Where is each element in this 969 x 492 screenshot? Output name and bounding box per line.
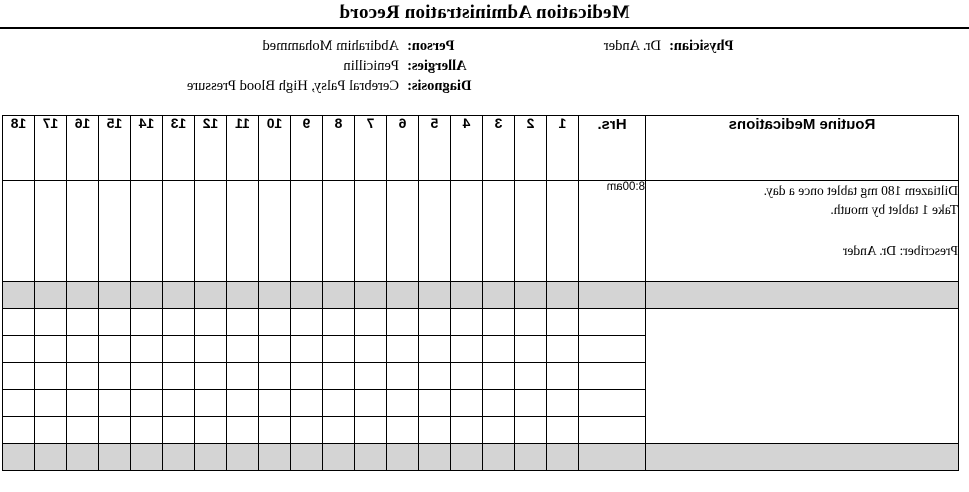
day-cell-1[interactable] bbox=[547, 390, 579, 417]
day-cell-10[interactable] bbox=[259, 181, 291, 282]
day-cell-18[interactable] bbox=[3, 309, 35, 336]
column-header-hours: Hrs. bbox=[579, 116, 646, 181]
day-cell-17[interactable] bbox=[35, 336, 67, 363]
day-cell-4[interactable] bbox=[451, 390, 483, 417]
day-cell-2[interactable] bbox=[515, 336, 547, 363]
day-cell-3[interactable] bbox=[483, 417, 515, 444]
day-cell-1[interactable] bbox=[547, 444, 579, 471]
medication-line-1: Diltiazem 180 mg tablet once a day. bbox=[763, 183, 958, 198]
column-header-day-9 bbox=[291, 116, 323, 181]
column-header-day-12 bbox=[195, 116, 227, 181]
day-cell-16[interactable] bbox=[67, 417, 99, 444]
column-header-day-17 bbox=[35, 116, 67, 181]
column-header-day-11 bbox=[227, 116, 259, 181]
day-cell-5[interactable] bbox=[419, 282, 451, 309]
column-header-day-6 bbox=[387, 116, 419, 181]
day-cell-9[interactable] bbox=[291, 181, 323, 282]
day-cell-3[interactable] bbox=[483, 390, 515, 417]
day-digit: 18 bbox=[10, 115, 27, 131]
day-cell-18[interactable] bbox=[3, 444, 35, 471]
day-cell-14[interactable] bbox=[131, 181, 163, 282]
day-cell-12[interactable] bbox=[195, 309, 227, 336]
day-cell-7[interactable] bbox=[355, 390, 387, 417]
hours-cell[interactable] bbox=[579, 282, 646, 309]
day-cell-9[interactable] bbox=[291, 390, 323, 417]
day-cell-3[interactable] bbox=[483, 309, 515, 336]
table-header-row bbox=[3, 116, 959, 181]
day-cell-8[interactable] bbox=[323, 336, 355, 363]
day-cell-11[interactable] bbox=[227, 417, 259, 444]
day-cell-2[interactable] bbox=[515, 181, 547, 282]
person-field bbox=[19, 36, 499, 56]
column-header-day-15 bbox=[99, 116, 131, 181]
day-cell-5[interactable] bbox=[419, 336, 451, 363]
day-digit: 14 bbox=[138, 115, 155, 131]
day-cell-7[interactable] bbox=[355, 444, 387, 471]
day-cell-9[interactable] bbox=[291, 417, 323, 444]
day-digit: 4 bbox=[462, 115, 471, 131]
day-cell-15[interactable] bbox=[99, 390, 131, 417]
day-cell-15[interactable] bbox=[99, 444, 131, 471]
table-body bbox=[3, 181, 959, 471]
day-digit: 16 bbox=[74, 115, 91, 131]
day-digit: 12 bbox=[202, 115, 219, 131]
day-cell-11[interactable] bbox=[227, 309, 259, 336]
day-cell-9[interactable] bbox=[291, 336, 323, 363]
column-header-day-18 bbox=[3, 116, 35, 181]
allergies-field bbox=[19, 56, 499, 76]
day-digit: 1 bbox=[558, 115, 567, 131]
day-cell-2[interactable] bbox=[515, 309, 547, 336]
diagnosis-field bbox=[19, 76, 499, 96]
column-header-day-3 bbox=[483, 116, 515, 181]
allergies-label: Allergies: bbox=[407, 58, 467, 74]
medication-cell[interactable] bbox=[646, 444, 959, 471]
day-cell-13[interactable] bbox=[163, 363, 195, 390]
day-cell-17[interactable] bbox=[35, 309, 67, 336]
day-cell-8[interactable] bbox=[323, 282, 355, 309]
day-cell-18[interactable] bbox=[3, 390, 35, 417]
day-cell-3[interactable] bbox=[483, 444, 515, 471]
day-cell-17[interactable] bbox=[35, 390, 67, 417]
day-cell-6[interactable] bbox=[387, 282, 419, 309]
day-cell-4[interactable] bbox=[451, 282, 483, 309]
day-cell-3[interactable] bbox=[483, 282, 515, 309]
hours-cell[interactable] bbox=[579, 309, 646, 336]
day-cell-5[interactable] bbox=[419, 181, 451, 282]
day-cell-12[interactable] bbox=[195, 181, 227, 282]
prescriber-line: Prescriber: Dr. Ander bbox=[842, 243, 958, 258]
day-cell-6[interactable] bbox=[387, 390, 419, 417]
physician-label: Physician: bbox=[669, 38, 734, 54]
day-cell-12[interactable] bbox=[195, 363, 227, 390]
table-row bbox=[3, 309, 959, 336]
person-label: Person: bbox=[407, 38, 455, 54]
day-digit: 7 bbox=[366, 115, 375, 131]
day-digit: 2 bbox=[526, 115, 535, 131]
page-title: Medication Administration Record bbox=[339, 2, 630, 23]
day-cell-3[interactable] bbox=[483, 181, 515, 282]
day-cell-3[interactable] bbox=[483, 336, 515, 363]
day-digit: 8 bbox=[334, 115, 343, 131]
day-cell-10[interactable] bbox=[259, 309, 291, 336]
day-cell-15[interactable] bbox=[99, 417, 131, 444]
medication-cell[interactable] bbox=[646, 282, 959, 309]
day-cell-9[interactable] bbox=[291, 282, 323, 309]
day-digit: 6 bbox=[398, 115, 407, 131]
column-header-day-13 bbox=[163, 116, 195, 181]
hours-cell[interactable] bbox=[579, 336, 646, 363]
day-cell-11[interactable] bbox=[227, 181, 259, 282]
day-cell-9[interactable] bbox=[291, 309, 323, 336]
day-cell-10[interactable] bbox=[259, 336, 291, 363]
column-header-day-2 bbox=[515, 116, 547, 181]
day-cell-14[interactable] bbox=[131, 336, 163, 363]
day-cell-5[interactable] bbox=[419, 417, 451, 444]
day-cell-11[interactable] bbox=[227, 390, 259, 417]
title-divider bbox=[0, 27, 969, 29]
day-cell-18[interactable] bbox=[3, 181, 35, 282]
day-cell-12[interactable] bbox=[195, 417, 227, 444]
day-cell-5[interactable] bbox=[419, 390, 451, 417]
day-cell-13[interactable] bbox=[163, 336, 195, 363]
column-header-day-7 bbox=[355, 116, 387, 181]
day-cell-13[interactable] bbox=[163, 282, 195, 309]
day-digit: 15 bbox=[106, 115, 123, 131]
day-cell-16[interactable] bbox=[67, 390, 99, 417]
day-cell-1[interactable] bbox=[547, 282, 579, 309]
day-cell-1[interactable] bbox=[547, 181, 579, 282]
day-cell-2[interactable] bbox=[515, 282, 547, 309]
physician-field bbox=[499, 36, 759, 56]
day-digit: 5 bbox=[430, 115, 439, 131]
day-cell-10[interactable] bbox=[259, 417, 291, 444]
day-cell-12[interactable] bbox=[195, 336, 227, 363]
day-digit: 9 bbox=[302, 115, 311, 131]
day-digit: 10 bbox=[266, 115, 283, 131]
column-header-day-14 bbox=[131, 116, 163, 181]
day-cell-12[interactable] bbox=[195, 444, 227, 471]
column-header-day-16 bbox=[67, 116, 99, 181]
day-cell-8[interactable] bbox=[323, 309, 355, 336]
day-cell-13[interactable] bbox=[163, 417, 195, 444]
day-cell-11[interactable] bbox=[227, 282, 259, 309]
diagnosis-value: Cerebral Palsy, High Blood Pressure bbox=[186, 78, 399, 94]
day-cell-7[interactable] bbox=[355, 417, 387, 444]
medication-table bbox=[2, 115, 959, 471]
day-cell-16[interactable] bbox=[67, 444, 99, 471]
day-cell-11[interactable] bbox=[227, 363, 259, 390]
day-cell-2[interactable] bbox=[515, 444, 547, 471]
day-cell-9[interactable] bbox=[291, 444, 323, 471]
hours-cell[interactable] bbox=[579, 390, 646, 417]
day-cell-8[interactable] bbox=[323, 390, 355, 417]
day-cell-16[interactable] bbox=[67, 336, 99, 363]
hours-cell[interactable] bbox=[579, 417, 646, 444]
day-cell-12[interactable] bbox=[195, 282, 227, 309]
day-cell-4[interactable] bbox=[451, 363, 483, 390]
day-cell-14[interactable] bbox=[131, 390, 163, 417]
day-cell-12[interactable] bbox=[195, 390, 227, 417]
hours-cell[interactable] bbox=[579, 444, 646, 471]
day-cell-13[interactable] bbox=[163, 390, 195, 417]
day-cell-14[interactable] bbox=[131, 282, 163, 309]
day-cell-6[interactable] bbox=[387, 444, 419, 471]
day-cell-8[interactable] bbox=[323, 181, 355, 282]
medication-cell[interactable] bbox=[646, 309, 959, 444]
day-cell-14[interactable] bbox=[131, 309, 163, 336]
column-header-day-8 bbox=[323, 116, 355, 181]
day-cell-18[interactable] bbox=[3, 336, 35, 363]
column-header-day-10 bbox=[259, 116, 291, 181]
day-cell-8[interactable] bbox=[323, 363, 355, 390]
day-cell-6[interactable] bbox=[387, 417, 419, 444]
day-cell-13[interactable] bbox=[163, 444, 195, 471]
day-cell-6[interactable] bbox=[387, 363, 419, 390]
day-cell-6[interactable] bbox=[387, 336, 419, 363]
column-header-day-5 bbox=[419, 116, 451, 181]
day-cell-8[interactable] bbox=[323, 417, 355, 444]
day-cell-5[interactable] bbox=[419, 363, 451, 390]
column-header-day-1 bbox=[547, 116, 579, 181]
day-cell-4[interactable] bbox=[451, 444, 483, 471]
medication-line-2: Take 1 tablet by mouth. bbox=[830, 202, 958, 217]
day-cell-7[interactable] bbox=[355, 181, 387, 282]
physician-value: Dr. Ander bbox=[603, 38, 661, 54]
day-digit: 13 bbox=[170, 115, 187, 131]
day-cell-5[interactable] bbox=[419, 309, 451, 336]
day-cell-13[interactable] bbox=[163, 309, 195, 336]
day-cell-18[interactable] bbox=[3, 363, 35, 390]
day-cell-10[interactable] bbox=[259, 363, 291, 390]
day-cell-3[interactable] bbox=[483, 363, 515, 390]
day-cell-2[interactable] bbox=[515, 390, 547, 417]
day-cell-6[interactable] bbox=[387, 181, 419, 282]
day-cell-17[interactable] bbox=[35, 444, 67, 471]
day-cell-7[interactable] bbox=[355, 363, 387, 390]
day-cell-5[interactable] bbox=[419, 444, 451, 471]
day-cell-14[interactable] bbox=[131, 444, 163, 471]
day-cell-16[interactable] bbox=[67, 309, 99, 336]
day-cell-16[interactable] bbox=[67, 282, 99, 309]
day-cell-14[interactable] bbox=[131, 417, 163, 444]
day-cell-4[interactable] bbox=[451, 309, 483, 336]
day-cell-15[interactable] bbox=[99, 309, 131, 336]
day-cell-17[interactable] bbox=[35, 181, 67, 282]
day-cell-4[interactable] bbox=[451, 181, 483, 282]
day-cell-1[interactable] bbox=[547, 417, 579, 444]
day-cell-4[interactable] bbox=[451, 336, 483, 363]
day-cell-17[interactable] bbox=[35, 282, 67, 309]
day-cell-15[interactable] bbox=[99, 181, 131, 282]
day-cell-13[interactable] bbox=[163, 181, 195, 282]
day-digit: 17 bbox=[42, 115, 59, 131]
table-row bbox=[3, 444, 959, 471]
day-cell-17[interactable] bbox=[35, 417, 67, 444]
day-cell-7[interactable] bbox=[355, 336, 387, 363]
column-header-medications: Routine Medications bbox=[646, 116, 959, 181]
day-cell-10[interactable] bbox=[259, 444, 291, 471]
medication-cell[interactable] bbox=[646, 181, 959, 282]
patient-info-block bbox=[19, 36, 499, 96]
day-cell-2[interactable] bbox=[515, 363, 547, 390]
hours-cell[interactable] bbox=[579, 363, 646, 390]
day-cell-11[interactable] bbox=[227, 336, 259, 363]
table-row bbox=[3, 282, 959, 309]
day-cell-14[interactable] bbox=[131, 363, 163, 390]
day-cell-16[interactable] bbox=[67, 363, 99, 390]
day-cell-10[interactable] bbox=[259, 282, 291, 309]
day-cell-15[interactable] bbox=[99, 336, 131, 363]
day-cell-7[interactable] bbox=[355, 282, 387, 309]
day-cell-6[interactable] bbox=[387, 309, 419, 336]
day-cell-8[interactable] bbox=[323, 444, 355, 471]
column-header-day-4 bbox=[451, 116, 483, 181]
day-cell-10[interactable] bbox=[259, 390, 291, 417]
day-cell-7[interactable] bbox=[355, 309, 387, 336]
day-digit: 3 bbox=[494, 115, 503, 131]
day-cell-17[interactable] bbox=[35, 363, 67, 390]
physician-info-block bbox=[499, 36, 759, 56]
day-cell-16[interactable] bbox=[67, 181, 99, 282]
table-header bbox=[3, 116, 959, 181]
day-cell-9[interactable] bbox=[291, 363, 323, 390]
person-value: Abdirahim Mohammed bbox=[262, 38, 399, 54]
day-cell-1[interactable] bbox=[547, 309, 579, 336]
day-cell-4[interactable] bbox=[451, 417, 483, 444]
day-cell-2[interactable] bbox=[515, 417, 547, 444]
allergies-value: Penicillin bbox=[343, 58, 399, 74]
day-cell-18[interactable] bbox=[3, 417, 35, 444]
day-cell-11[interactable] bbox=[227, 444, 259, 471]
diagnosis-label: Diagnosis: bbox=[407, 78, 472, 94]
hours-cell[interactable]: 8:00am bbox=[579, 181, 646, 282]
day-cell-18[interactable] bbox=[3, 282, 35, 309]
day-digit: 11 bbox=[235, 115, 250, 131]
day-cell-15[interactable] bbox=[99, 363, 131, 390]
table-row bbox=[3, 181, 959, 282]
day-cell-1[interactable] bbox=[547, 336, 579, 363]
day-cell-15[interactable] bbox=[99, 282, 131, 309]
day-cell-1[interactable] bbox=[547, 363, 579, 390]
